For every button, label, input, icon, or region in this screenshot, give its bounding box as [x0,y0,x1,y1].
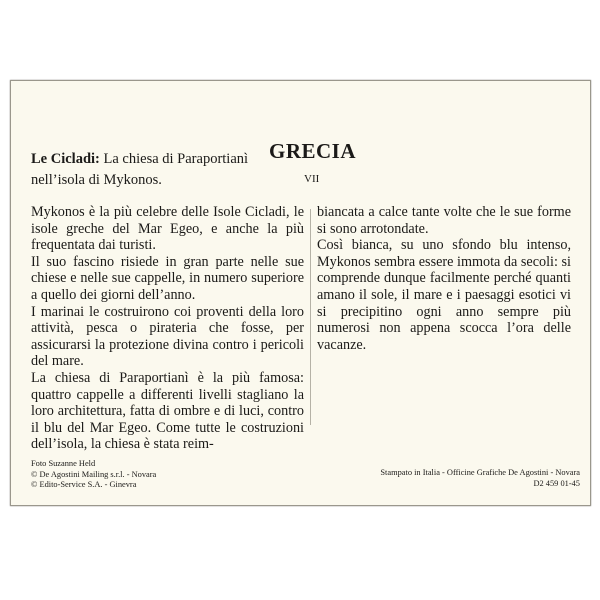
card-title: GRECIA [269,139,357,163]
column-divider [310,209,311,425]
subtitle-text: La chiesa di Paraportianì nell’isola di Mykonos. [31,151,249,188]
left-paragraph-3: I marinai le costruirono coi proventi della loro attività, pesca o pirateria che fosse, per assicurarsi la protezione divina contro i pericoli del mare. [31,303,304,370]
right-paragraph-1: biancata a calce tante volte che le sue forme si sono arrotondate. [317,204,571,237]
right-paragraph-2: Così bianca, su uno sfondo blu intenso, Mykonos sembra essere immota da secoli: si comprende dunque facilmente perché quanti amano il sole, il mare e i paesaggi esotici vi si precipitino ogni anno sempre più numerosi non appena scocca l’ora delle vacanze. [317,237,571,353]
postcard-card [10,80,591,506]
card-number: VII [304,173,320,185]
photo-credits [31,459,156,491]
printed-in-line: Stampato in Italia - Officine Grafiche De Agostini - Novara [380,468,580,477]
left-text-column [31,204,304,453]
printer-info [316,468,580,489]
right-text-column [317,204,571,353]
left-paragraph-4: La chiesa di Paraportianì è la più famosa: quattro cappelle a differenti livelli stagliano la loro architettura, fatta di ombre e di luci, contro il blu del Mar Egeo. Come tutte le costruzioni dell’isola, la chiesa è stata reim- [31,369,304,453]
subtitle-bold-label: Le Cicladi: [31,151,100,167]
photo-credit-line: Foto Suzanne Held [31,459,96,468]
copyright-line-1: © De Agostini Mailing s.r.l. - Novara [31,469,157,479]
product-code: D2 459 01-45 [533,478,580,488]
left-paragraph-1: Mykonos è la più celebre delle Isole Cicladi, le isole greche del Mar Egeo, e anche la più frequentata dai turisti. [31,204,304,254]
card-subtitle [31,149,271,191]
left-paragraph-2: Il suo fascino risiede in gran parte nelle sue chiese e nelle sue cappelle, in numero superiore a quello dei giorni dell’anno. [31,253,304,303]
copyright-line-2: © Edito-Service S.A. - Ginevra [31,480,137,490]
